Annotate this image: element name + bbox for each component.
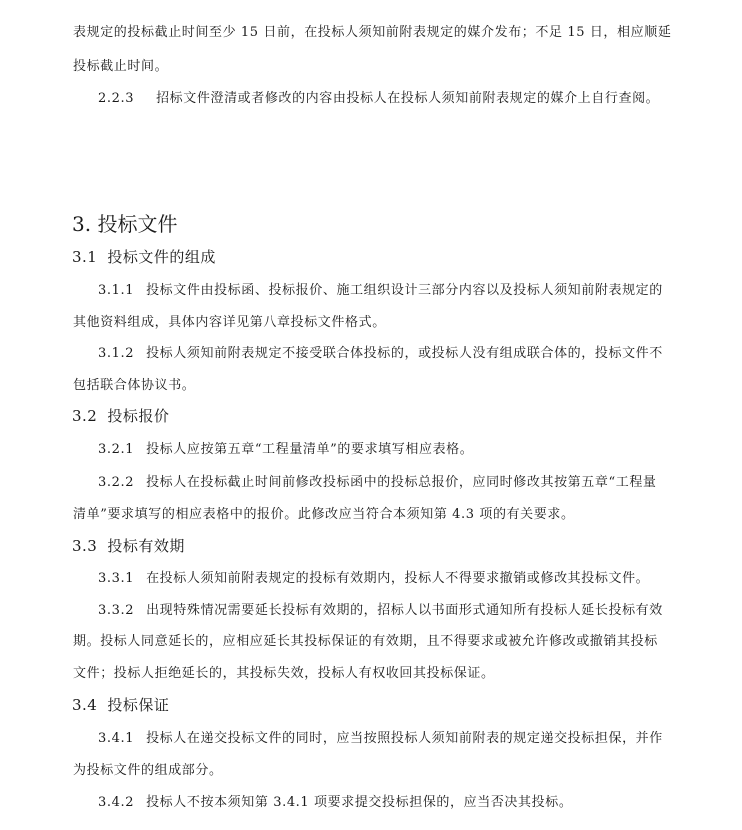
subsection-3-4-heading [72, 695, 169, 715]
paragraph-2-2-3 [98, 90, 659, 108]
paragraph-3-4-2 [98, 794, 572, 812]
paragraph-3-3-2-line-1 [98, 602, 663, 620]
paragraph-3-2-2-line-1 [98, 474, 657, 492]
clause-number: 3.4.2 [98, 795, 135, 810]
subsection-number: 3.4 [72, 696, 98, 714]
section-3-heading: 3. 投标文件 [72, 212, 178, 236]
subsection-number: 3.3 [72, 537, 98, 555]
subsection-title: 投标有效期 [107, 537, 185, 555]
clause-text: 招标文件澄清或者修改的内容由投标人在投标人须知前附表规定的媒介上自行查阅。 [156, 91, 660, 106]
paragraph-3-2-1 [98, 441, 473, 459]
clause-number: 3.3.1 [98, 571, 135, 586]
subsection-3-1-heading [72, 247, 216, 267]
clause-text: 投标人须知前附表规定不接受联合体投标的，或投标人没有组成联合体的，投标文件不 [146, 346, 663, 361]
paragraph-3-1-1-line-1 [98, 282, 663, 300]
paragraph-3-1-2-line-2: 包括联合体协议书。 [73, 378, 196, 393]
subsection-title: 投标保证 [107, 696, 170, 714]
clause-text: 在投标人须知前附表规定的投标有效期内，投标人不得要求撤销或修改其投标文件。 [146, 571, 650, 586]
subsection-number: 3.1 [72, 248, 98, 266]
subsection-number: 3.2 [72, 407, 98, 425]
paragraph-3-3-2-line-3: 文件；投标人拒绝延长的，其投标失效，投标人有权收回其投标保证。 [73, 666, 495, 681]
clause-number: 3.2.1 [98, 442, 135, 457]
subsection-title: 投标报价 [107, 407, 170, 425]
paragraph-2-2-2-line-1: 表规定的投标截止时间至少 15 日前，在投标人须知前附表规定的媒介发布；不足 15 日，相应顺延 [73, 25, 672, 40]
clause-text: 投标文件由投标函、投标报价、施工组织设计三部分内容以及投标人须知前附表规定的 [146, 283, 663, 298]
clause-number: 3.1.1 [98, 283, 135, 298]
clause-text: 投标人应按第五章“工程量清单”的要求填写相应表格。 [146, 442, 474, 457]
paragraph-3-4-1-line-2: 为投标文件的组成部分。 [73, 763, 223, 778]
clause-text: 投标人在递交投标文件的同时，应当按照投标人须知前附表的规定递交投标担保，并作 [146, 731, 663, 746]
paragraph-3-3-2-line-2: 期。投标人同意延长的，应相应延长其投标保证的有效期，且不得要求或被允许修改或撤销其投标 [73, 634, 658, 649]
paragraph-3-2-2-line-2: 清单”要求填写的相应表格中的报价。此修改应当符合本须知第 4.3 项的有关要求。 [73, 507, 575, 522]
subsection-3-3-heading [72, 536, 185, 556]
paragraph-2-2-2-line-2: 投标截止时间。 [73, 59, 169, 74]
clause-text: 出现特殊情况需要延长投标有效期的，招标人以书面形式通知所有投标人延长投标有效 [146, 603, 663, 618]
clause-number: 3.3.2 [98, 603, 135, 618]
clause-number: 3.1.2 [98, 346, 135, 361]
subsection-3-2-heading [72, 406, 169, 426]
paragraph-3-4-1-line-1 [98, 730, 663, 748]
subsection-title: 投标文件的组成 [107, 248, 216, 266]
clause-text: 投标人在投标截止时间前修改投标函中的投标总报价，应同时修改其按第五章“工程量 [146, 475, 657, 490]
clause-number: 3.4.1 [98, 731, 135, 746]
paragraph-3-1-1-line-2: 其他资料组成，具体内容详见第八章投标文件格式。 [73, 315, 386, 330]
paragraph-3-3-1 [98, 570, 649, 588]
paragraph-3-1-2-line-1 [98, 345, 663, 363]
clause-number: 2.2.3 [98, 91, 135, 106]
clause-number: 3.2.2 [98, 475, 135, 490]
clause-text: 投标人不按本须知第 3.4.1 项要求提交投标担保的，应当否决其投标。 [146, 795, 573, 810]
